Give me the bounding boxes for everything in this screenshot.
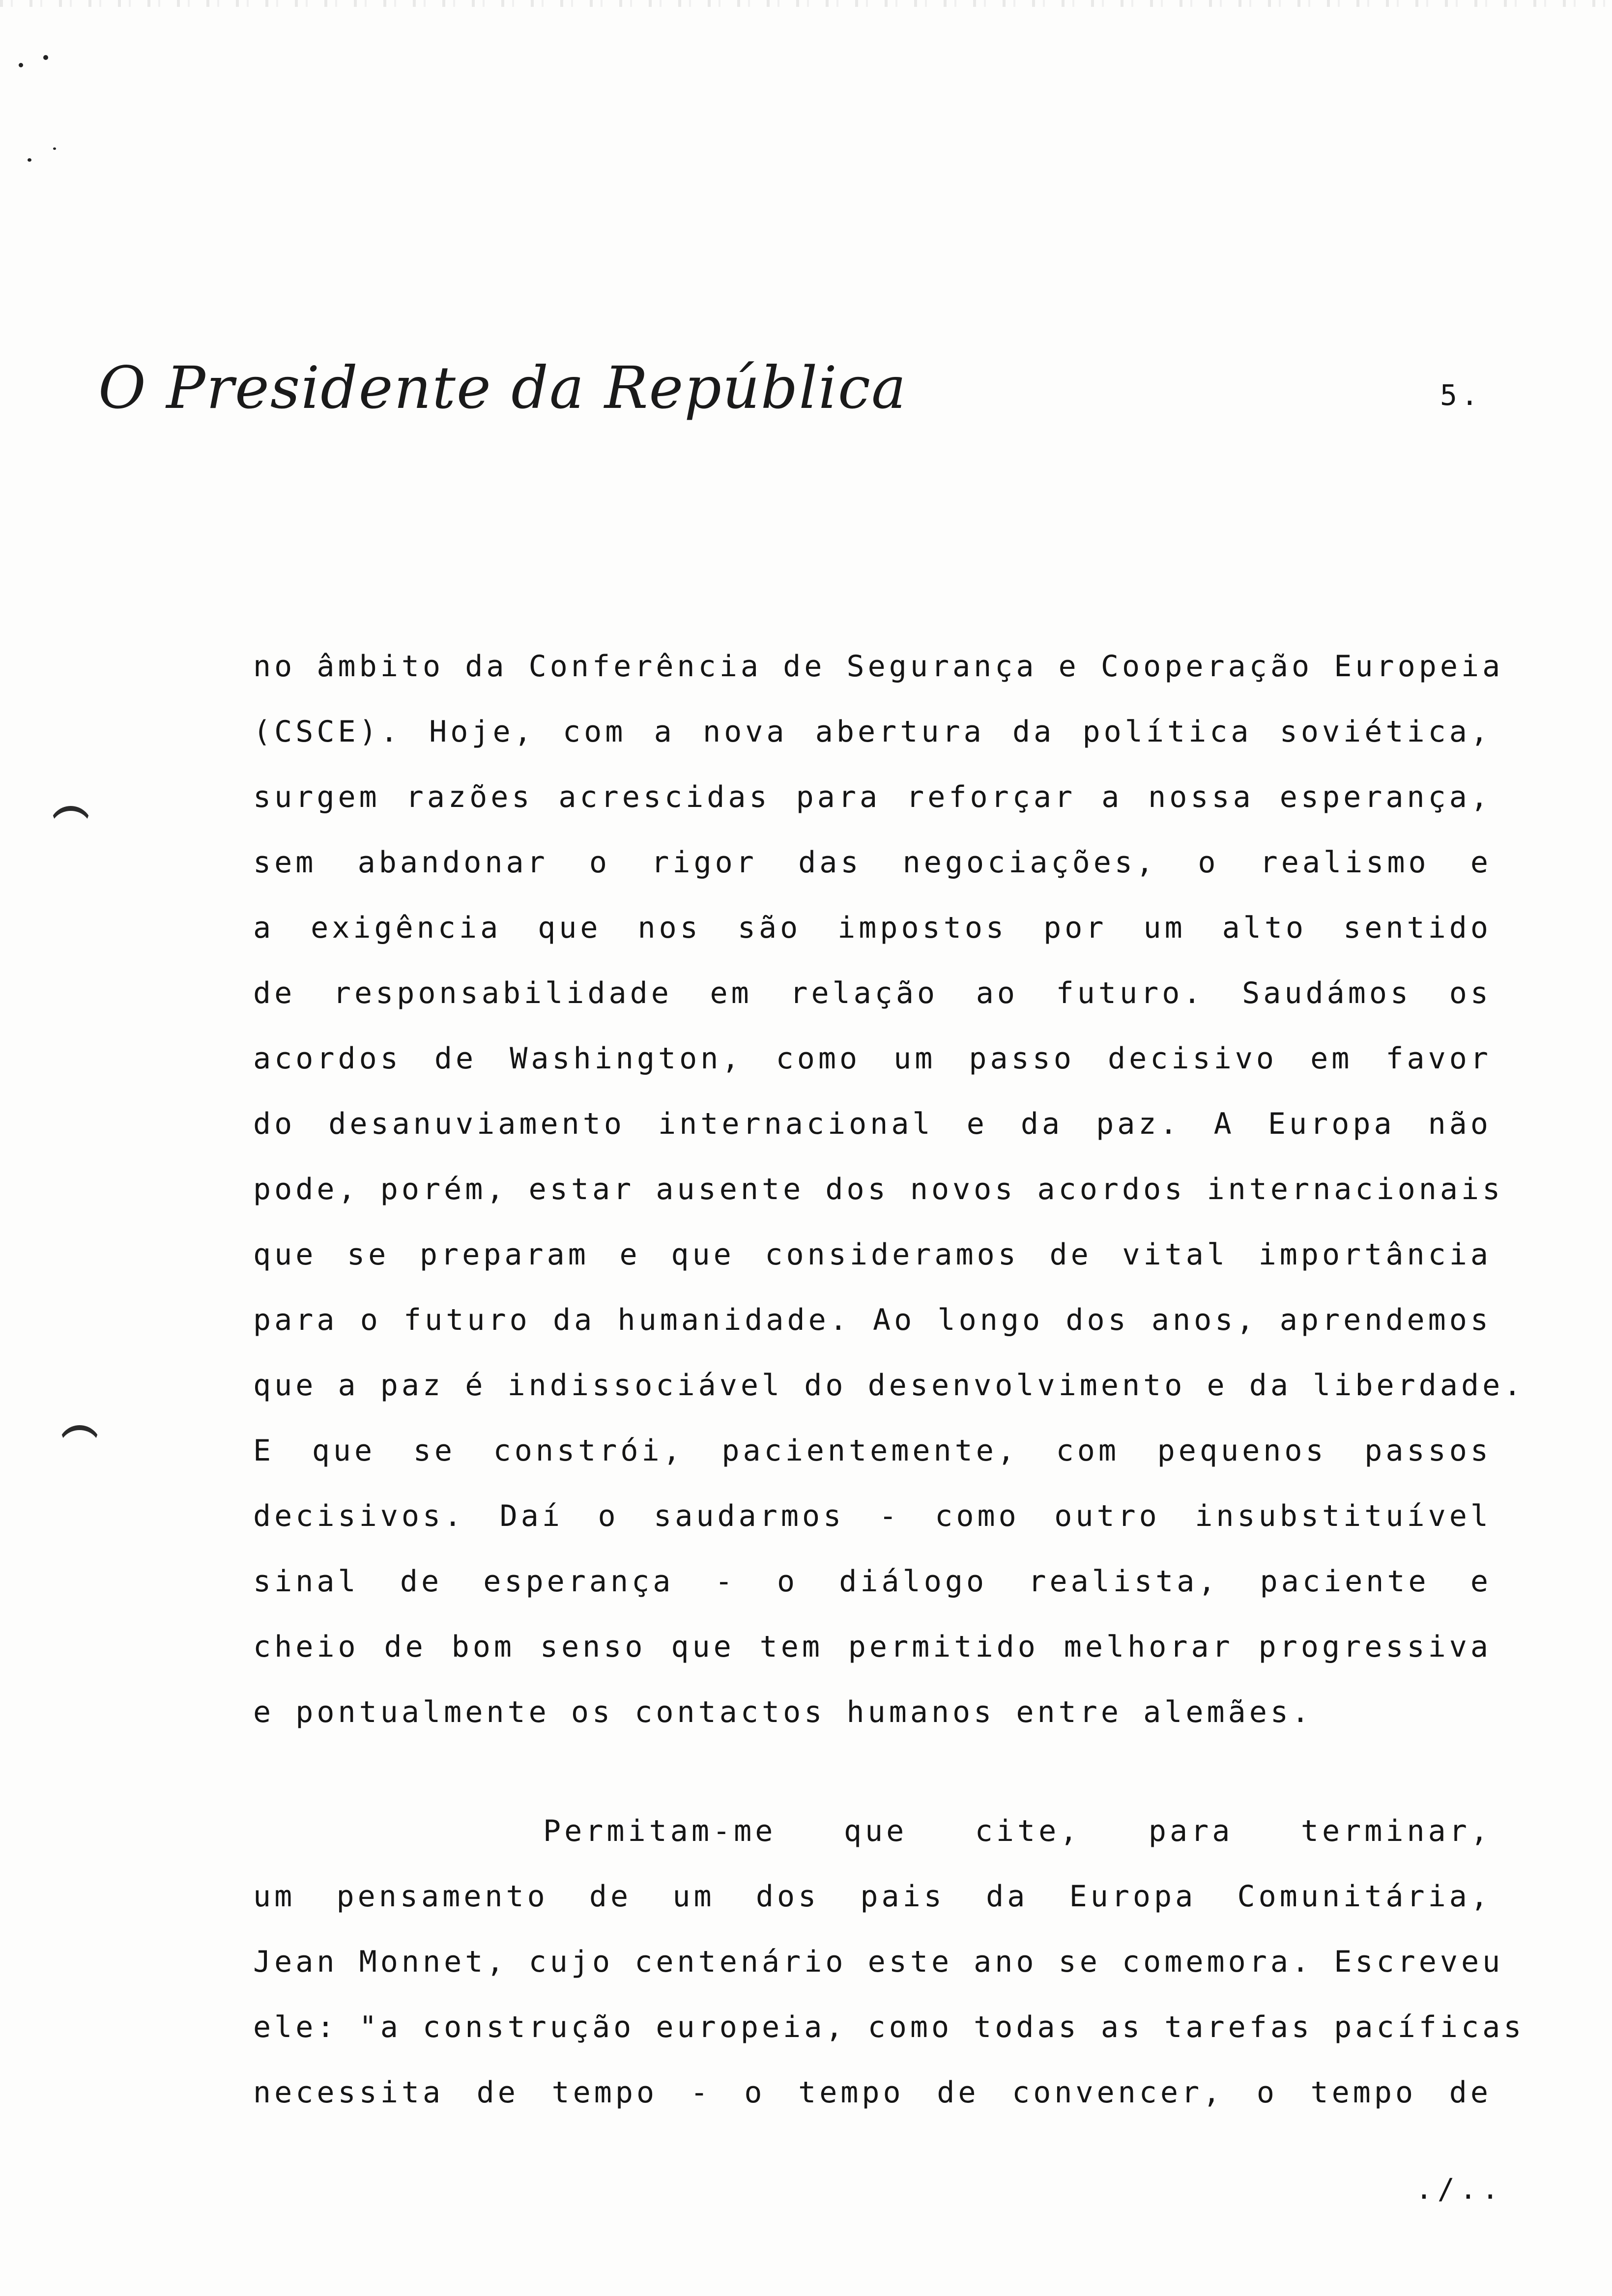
text-line: decisivos. Daí o saudarmos - como outro insubstituível — [253, 1499, 1492, 1533]
text-line: que se preparam e que consideramos de vital importância — [253, 1237, 1492, 1272]
scan-noise-strip — [0, 0, 1612, 7]
letterhead-title: O Presidente da República — [98, 354, 907, 422]
text-line: Jean Monnet, cujo centenário este ano se comemora. Escreveu — [253, 1945, 1504, 1979]
scan-speck — [43, 55, 48, 60]
continuation-mark: ./.. — [1415, 2172, 1504, 2206]
text-line: E que se constrói, pacientemente, com pequenos passos — [253, 1434, 1492, 1468]
punch-hole-mark — [49, 806, 92, 850]
text-line: e pontualmente os contactos humanos entre alemães. — [253, 1695, 1313, 1729]
punch-hole-mark — [58, 1425, 101, 1469]
text-line: pode, porém, estar ausente dos novos acordos internacionais — [253, 1172, 1504, 1206]
page-number: 5. — [1440, 378, 1482, 412]
scan-speck — [28, 158, 31, 162]
text-line: necessita de tempo - o tempo de convencer, o tempo de — [253, 2075, 1492, 2110]
text-line: a exigência que nos são impostos por um alto sentido — [253, 911, 1492, 945]
paragraph-1 — [253, 634, 1525, 1745]
text-line: cheio de bom senso que tem permitido melhorar progressiva — [253, 1630, 1492, 1664]
scan-speck — [53, 147, 56, 150]
text-line: de responsabilidade em relação ao futuro. Saudámos os — [253, 976, 1492, 1010]
text-line: Permitam-me que cite, para terminar, — [543, 1814, 1492, 1848]
text-line: acordos de Washington, como um passo decisivo em favor — [253, 1041, 1492, 1076]
text-line: sinal de esperança - o diálogo realista, paciente e — [253, 1564, 1492, 1599]
text-line: para o futuro da humanidade. Ao longo dos anos, aprendemos — [253, 1303, 1492, 1337]
paragraph-2 — [253, 1799, 1525, 2125]
text-line: um pensamento de um dos pais da Europa Comunitária, — [253, 1879, 1492, 1914]
text-line: que a paz é indissociável do desenvolvimento e da liberdade. — [253, 1368, 1525, 1403]
text-line: do desanuviamento internacional e da paz. A Europa não — [253, 1107, 1492, 1141]
text-line: ele: "a construção europeia, como todas as tarefas pacíficas — [253, 2010, 1525, 2044]
scan-speck — [19, 63, 23, 67]
text-line: (CSCE). Hoje, com a nova abertura da política soviética, — [253, 715, 1492, 749]
text-line: sem abandonar o rigor das negociações, o realismo e — [253, 845, 1492, 880]
text-line: no âmbito da Conferência de Segurança e Cooperação Europeia — [253, 649, 1504, 684]
text-line: surgem razões acrescidas para reforçar a nossa esperança, — [253, 780, 1492, 814]
